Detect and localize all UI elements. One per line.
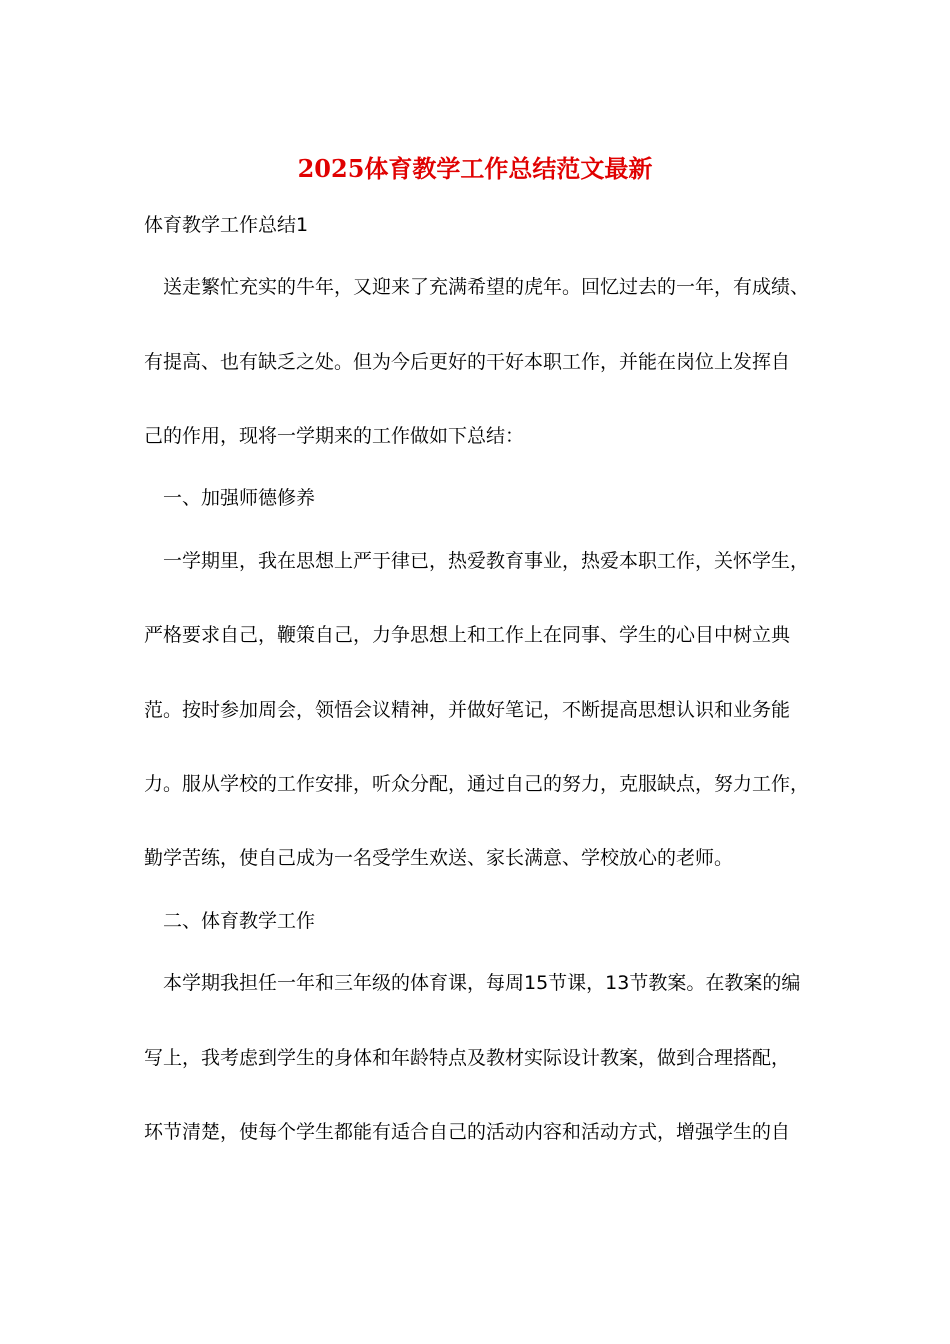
paragraph-2-line-4: 力。服从学校的工作安排，听众分配，通过自己的努力，克服缺点，努力工作， [144, 773, 810, 795]
paragraph-2-line-3: 范。按时参加周会，领悟会议精神，并做好笔记，不断提高思想认识和业务能 [144, 699, 791, 721]
document-title: 2025体育教学工作总结范文最新 [297, 154, 653, 183]
paragraph-2-line-1: 一学期里，我在思想上严于律已，热爱教育事业，热爱本职工作，关怀学生， [163, 550, 810, 572]
paragraph-3-line-2: 写上，我考虑到学生的身体和年龄特点及教材实际设计教案，做到合理搭配， [144, 1047, 791, 1069]
heading-1: 一、加强师德修养 [163, 487, 316, 509]
section-subtitle: 体育教学工作总结1 [144, 214, 309, 236]
paragraph-1-line-2: 有提高、也有缺乏之处。但为今后更好的干好本职工作，并能在岗位上发挥自 [144, 351, 791, 373]
paragraph-3-line-3: 环节清楚，使每个学生都能有适合自己的活动内容和活动方式，增强学生的自 [144, 1121, 791, 1143]
paragraph-2-line-2: 严格要求自己，鞭策自己，力争思想上和工作上在同事、学生的心目中树立典 [144, 624, 791, 646]
paragraph-3-line-1: 本学期我担任一年和三年级的体育课，每周15节课，13节教案。在教案的编 [163, 972, 801, 994]
paragraph-1-line-3: 己的作用，现将一学期来的工作做如下总结： [144, 425, 525, 447]
heading-2: 二、体育教学工作 [163, 910, 316, 932]
paragraph-1-line-1: 送走繁忙充实的牛年，又迎来了充满希望的虎年。回忆过去的一年，有成绩、 [163, 276, 810, 298]
paragraph-2-line-5: 勤学苦练，使自己成为一名受学生欢送、家长满意、学校放心的老师。 [144, 847, 734, 869]
